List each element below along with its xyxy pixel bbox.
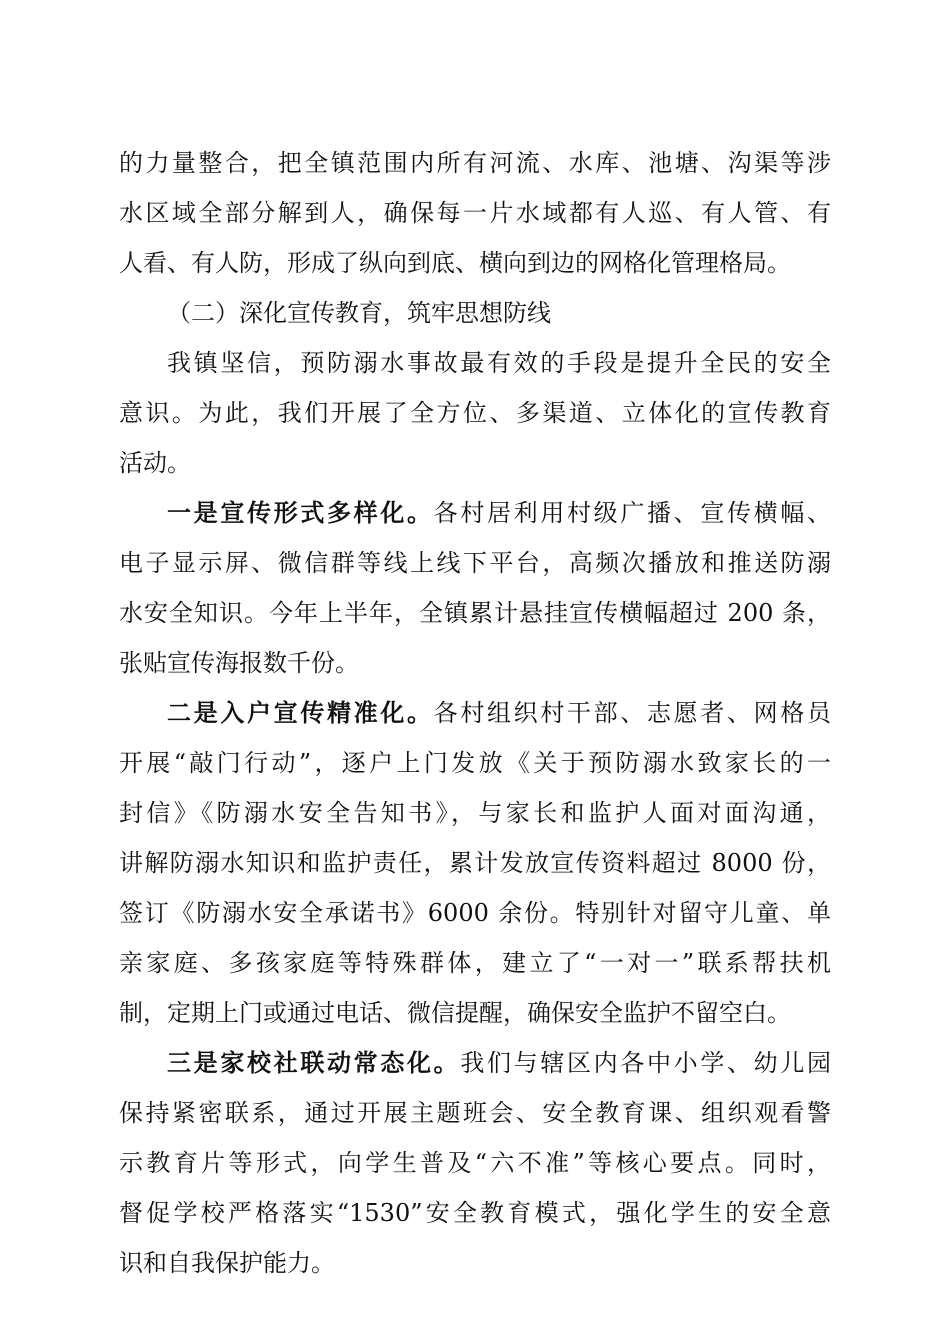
- paragraph-line: [119, 688, 831, 738]
- paragraph-line: 开展“敲门行动”，逐户上门发放《关于预防溺水致家长的一: [119, 749, 831, 777]
- paragraph-line: 的力量整合，把全镇范围内所有河流、水库、池塘、沟渠等涉: [119, 149, 831, 177]
- paragraph-line: 我镇坚信，预防溺水事故最有效的手段是提升全民的安全: [167, 349, 831, 377]
- section-heading: （二）深化宣传教育，筑牢思想防线: [167, 299, 551, 327]
- paragraph-line: 活动。: [119, 449, 191, 477]
- item-lead: 二是入户宣传精准化。: [167, 698, 434, 727]
- paragraph-line: 制，定期上门或通过电话、微信提醒，确保安全监护不留空白。: [119, 999, 791, 1027]
- paragraph-line: 人看、有人防，形成了纵向到底、横向到边的网格化管理格局。: [119, 249, 791, 277]
- paragraph-line: 水安全知识。今年上半年，全镇累计悬挂宣传横幅超过 200 条，: [119, 599, 831, 627]
- paragraph-line: 电子显示屏、微信群等线上线下平台，高频次播放和推送防溺: [119, 549, 831, 577]
- paragraph-line: [119, 488, 831, 538]
- item-text: 各村居利用村级广播、宣传横幅、: [433, 499, 832, 527]
- item-lead: 三是家校社联动常态化。: [167, 1048, 461, 1077]
- paragraph-line: 签订《防溺水安全承诺书》6000 余份。特别针对留守儿童、单: [119, 899, 831, 927]
- document-body: [119, 138, 831, 1288]
- paragraph-line: 识和自我保护能力。: [119, 1249, 335, 1277]
- paragraph-line: 意识。为此，我们开展了全方位、多渠道、立体化的宣传教育: [119, 399, 831, 427]
- paragraph-line: 封信》《防溺水安全告知书》，与家长和监护人面对面沟通，: [119, 799, 831, 827]
- item-lead: 一是宣传形式多样化。: [167, 498, 434, 527]
- item-text: 我们与辖区内各中小学、幼儿园: [460, 1049, 832, 1077]
- paragraph-line: 督促学校严格落实“1530”安全教育模式，强化学生的安全意: [119, 1199, 831, 1227]
- paragraph-line: 张贴宣传海报数千份。: [119, 649, 359, 677]
- paragraph-line: 讲解防溺水知识和监护责任，累计发放宣传资料超过 8000 份，: [119, 849, 831, 877]
- paragraph-line: [119, 1038, 831, 1088]
- paragraph-line: 示教育片等形式，向学生普及“六不准”等核心要点。同时，: [119, 1149, 831, 1177]
- paragraph-line: 保持紧密联系，通过开展主题班会、安全教育课、组织观看警: [119, 1099, 831, 1127]
- paragraph-line: 水区域全部分解到人，确保每一片水域都有人巡、有人管、有: [119, 199, 831, 227]
- paragraph-line: 亲家庭、多孩家庭等特殊群体，建立了“一对一”联系帮扶机: [119, 949, 831, 977]
- item-text: 各村组织村干部、志愿者、网格员: [433, 699, 832, 727]
